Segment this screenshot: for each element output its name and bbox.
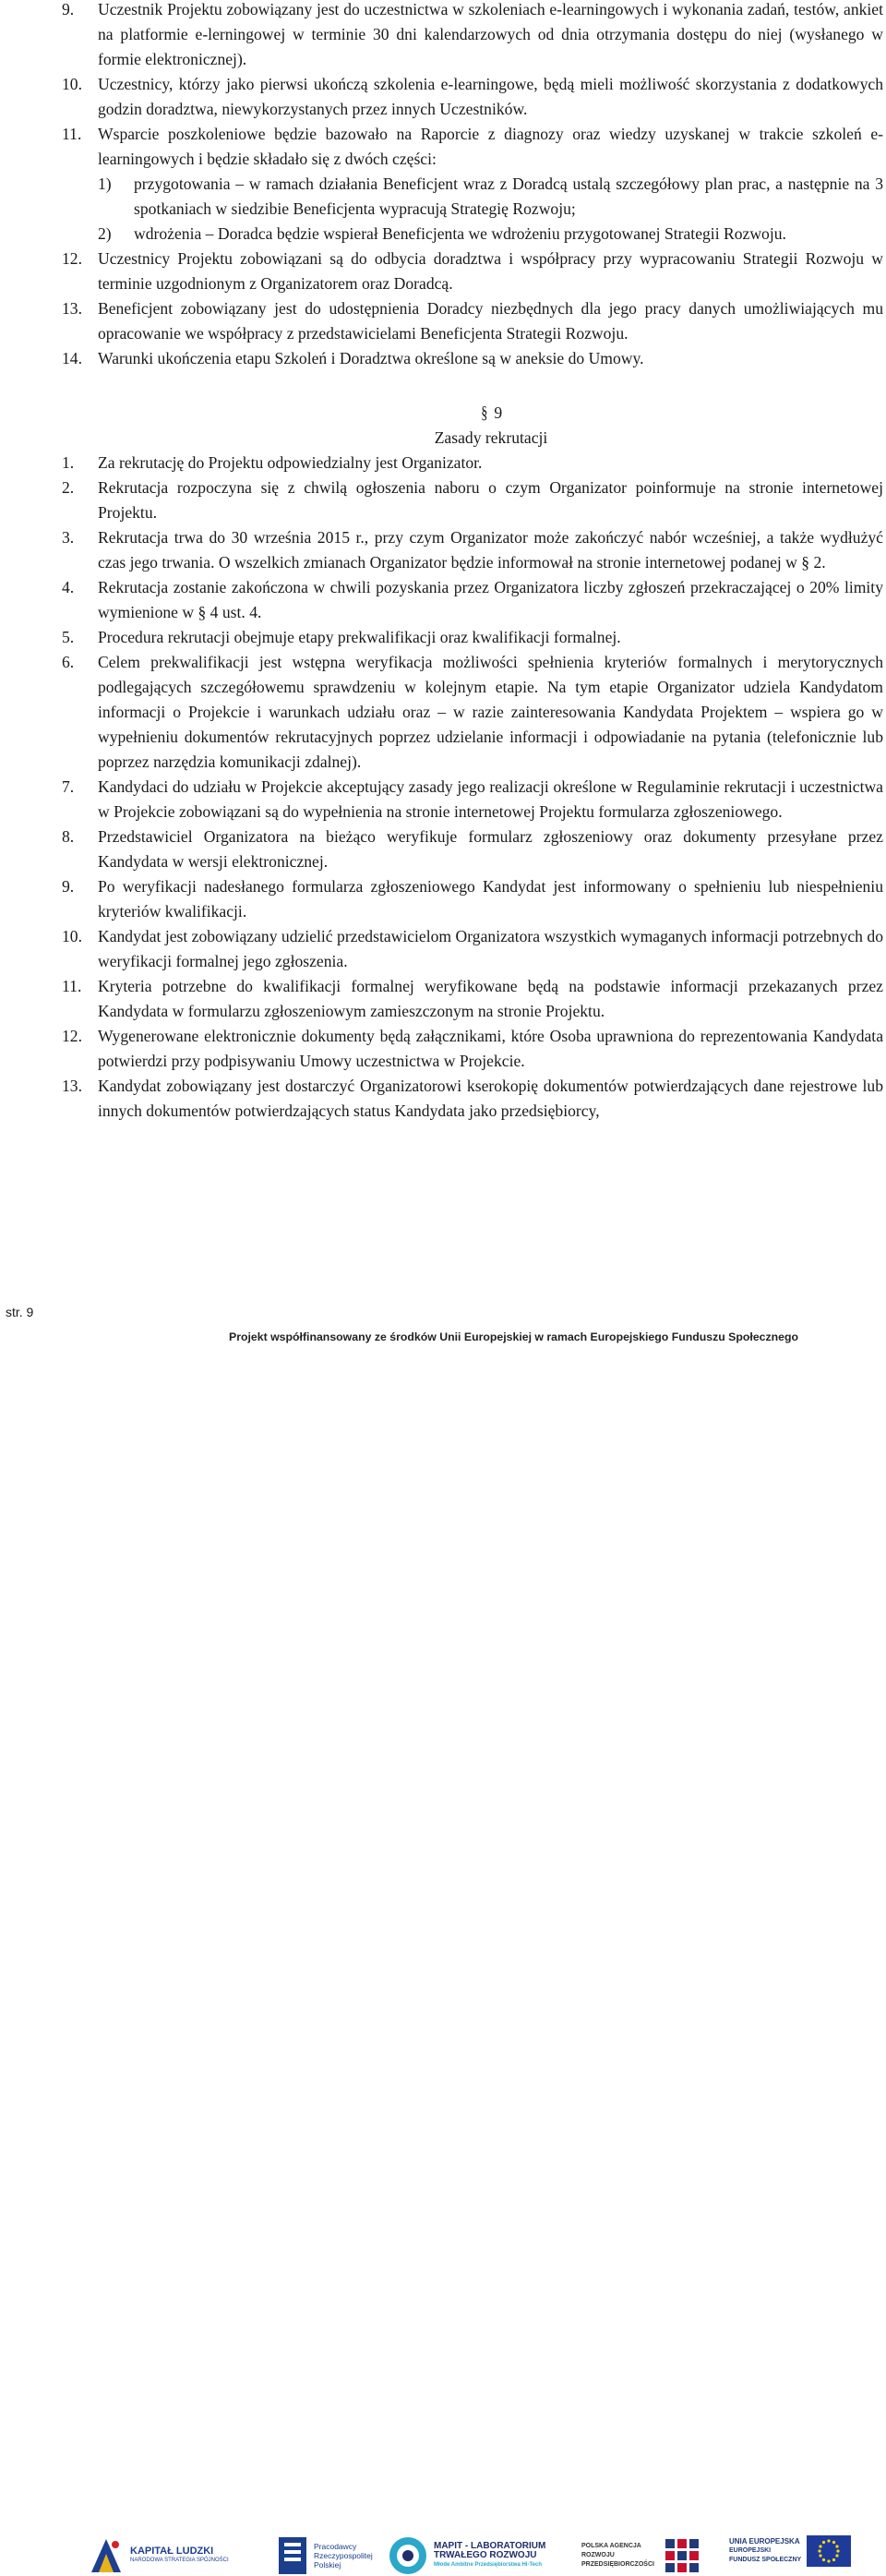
list-item bbox=[62, 1024, 883, 1074]
list-item bbox=[62, 974, 883, 1024]
paragraph-symbol: § bbox=[481, 403, 488, 423]
page-number: str. 9 bbox=[6, 1305, 34, 1319]
sub-item-number: 2) bbox=[98, 224, 112, 243]
sub-list-item bbox=[62, 222, 883, 247]
list-item bbox=[62, 1074, 883, 1124]
list-item bbox=[62, 924, 883, 974]
item-text: Uczestnicy Projektu zobowiązani są do odbycia doradztwa i współpracy przy wypracowaniu Strategii Rozwoju w terminie uzgodnionym z Organizatorem oraz Doradcą. bbox=[98, 249, 883, 293]
parp-logo: POLSKA AGENCJA ROZWOJU PRZEDSIĘBIORCZOŚCI bbox=[581, 2535, 702, 2576]
item-number: 2. bbox=[62, 478, 75, 497]
item-text: Kandydat zobowiązany jest dostarczyć Organizatorowi kserokopię dokumentów potwierdzających dane rejestrowe lub innych dokumentów potwierdzających status Kandydata jako przedsiębiorcy, bbox=[98, 1077, 883, 1120]
list-item bbox=[62, 122, 883, 172]
eu-flag-icon bbox=[807, 2535, 851, 2567]
list-item bbox=[62, 451, 883, 475]
parp-icon bbox=[662, 2535, 702, 2576]
item-text: Za rekrutację do Projektu odpowiedzialny jest Organizator. bbox=[98, 453, 483, 472]
kapital-ludzki-logo: KAPITAŁ LUDZKI NARODOWA STRATEGIA SPÓJNOŚCI bbox=[88, 2535, 229, 2576]
item-text: Beneficjent zobowiązany jest do udostępnienia Doradcy niezbędnych dla jego pracy danych umożliwiających mu opracowanie we współpracy z przedstawicielami Beneficjenta Strategii Rozwoju. bbox=[98, 299, 883, 343]
item-text: Uczestnik Projektu zobowiązany jest do uczestnictwa w szkoleniach e-learningowych i wykonania zadań, testów, ankiet na platformie e-lerningowej w terminie 30 dni kalendarzowych od dnia otrzymania dostępu do niej (wysłanego w formie elektronicznej). bbox=[98, 0, 883, 68]
item-number: 13. bbox=[62, 1077, 82, 1095]
item-number: 5. bbox=[62, 628, 75, 646]
mapit-logo: MAPIT - LABORATORIUM TRWAŁEGO ROZWOJU Młode Ambitne Przedsiębiorstwa Hi-Tech bbox=[388, 2535, 545, 2576]
item-text: Kandydaci do udziału w Projekcie akceptujący zasady jego realizacji określone w Regulaminie rekrutacji i uczestnictwa w Projekcie zobowiązani są do wypełnienia na stronie internetowej Projektu formularza zgłoszeniowego. bbox=[98, 777, 883, 821]
sub-list-item bbox=[62, 172, 883, 222]
sub-item-text: przygotowania – w ramach działania Beneficjent wraz z Doradcą ustalą szczegółowy plan prac, a następnie na 3 spotkaniach w siedzibie Beneficjenta wypracują Strategię Rozwoju; bbox=[134, 175, 883, 218]
item-number: 9. bbox=[62, 0, 75, 18]
item-number: 11. bbox=[62, 977, 82, 995]
item-number: 10. bbox=[62, 75, 82, 93]
item-text: Procedura rekrutacji obejmuje etapy prekwalifikacji oraz kwalifikacji formalnej. bbox=[98, 628, 621, 646]
list-item bbox=[62, 874, 883, 924]
list-item bbox=[62, 0, 883, 72]
footer bbox=[0, 1263, 886, 2570]
item-number: 11. bbox=[62, 125, 82, 143]
list-item bbox=[62, 296, 883, 346]
item-number: 6. bbox=[62, 653, 75, 671]
mapit-icon bbox=[388, 2535, 428, 2576]
item-text: Wygenerowane elektronicznie dokumenty będą załącznikami, które Osoba uprawniona do reprezentowania Kandydata potwierdzi przy podpisywaniu Umowy uczestnictwa w Projekcie. bbox=[98, 1027, 883, 1070]
item-text: Celem prekwalifikacji jest wstępna weryfikacja możliwości spełnienia kryteriów formalnych i merytorycznych podlegających szczegółowemu sprawdzeniu w kolejnym etapie. Na tym etapie Organizator udziela Kandydatom informacji o Projekcie i warunkach udziału oraz – w razie zainteresowania Kandydata Projektem – wspiera go w wypełnieniu dokumentów rekrutacyjnych poprzez udzielanie informacji i odpowiadanie na pytania (telefonicznie lub poprzez narzędzia komunikacji zdalnej). bbox=[98, 653, 883, 771]
item-text: Kandydat jest zobowiązany udzielić przedstawicielom Organizatora wszystkich wymaganych informacji potrzebnych do weryfikacji formalnej jego zgłoszenia. bbox=[98, 927, 883, 970]
item-number: 3. bbox=[62, 528, 75, 547]
ue-efs-logo: UNIA EUROPEJSKA EUROPEJSKI FUNDUSZ SPOŁECZNY bbox=[729, 2535, 851, 2567]
section-title: Zasady rekrutacji bbox=[434, 428, 548, 447]
item-number: 7. bbox=[62, 777, 75, 796]
item-text: Rekrutacja trwa do 30 września 2015 r., przy czym Organizator może zakończyć nabór wcześniej, a także wydłużyć czas jego trwania. O wszelkich zmianach Organizator będzie informował na stronie internetowej podanej w § 2. bbox=[98, 528, 883, 572]
item-text: Kryteria potrzebne do kwalifikacji formalnej weryfikowane będą na podstawie informacji przekazanych przez Kandydata w formularzu zgłoszeniowym zamieszczonym na stronie Projektu. bbox=[98, 977, 883, 1020]
item-text: Przedstawiciel Organizatora na bieżąco weryfikuje formularz zgłoszeniowy oraz dokumenty przesyłane przez Kandydata w wersji elektronicznej. bbox=[98, 827, 883, 871]
item-number: 4. bbox=[62, 578, 75, 596]
pracodawcy-icon bbox=[277, 2535, 308, 2576]
item-text: Rekrutacja rozpoczyna się z chwilą ogłoszenia naboru o czym Organizator poinformuje na stronie internetowej Projektu. bbox=[98, 478, 883, 522]
kapital-ludzki-icon bbox=[88, 2535, 125, 2576]
list-item bbox=[62, 525, 883, 575]
list-item bbox=[62, 346, 883, 371]
item-text: Rekrutacja zostanie zakończona w chwili pozyskania przez Organizatora liczby zgłoszeń przekraczającej o 20% limity wymienione w § 4 ust. 4. bbox=[98, 578, 883, 621]
item-text: Wsparcie poszkoleniowe będzie bazowało na Raporcie z diagnozy oraz wiedzy uzyskanej w trakcie szkoleń e-learningowych i będzie składało się z dwóch części: bbox=[98, 125, 883, 168]
list-item bbox=[62, 575, 883, 625]
document-body bbox=[62, 0, 883, 1124]
item-number: 14. bbox=[62, 349, 82, 367]
section-number: § 9 bbox=[99, 401, 883, 426]
list-item bbox=[62, 650, 883, 775]
sub-item-number: 1) bbox=[98, 175, 112, 193]
list-item bbox=[62, 775, 883, 825]
item-number: 13. bbox=[62, 299, 82, 318]
section-list bbox=[62, 451, 883, 1124]
item-text: Uczestnicy, którzy jako pierwsi ukończą szkolenia e-learningowe, będą mieli możliwość skorzystania z dodatkowych godzin doradztwa, niewykorzystanych przez innych Uczestników. bbox=[98, 75, 883, 118]
item-number: 12. bbox=[62, 249, 82, 268]
list-item bbox=[62, 475, 883, 525]
item-number: 10. bbox=[62, 927, 82, 945]
sub-item-text: wdrożenia – Doradca będzie wspierał Beneficjenta we wdrożeniu przygotowanej Strategii Rozwoju. bbox=[134, 224, 786, 243]
item-text: Po weryfikacji nadesłanego formularza zgłoszeniowego Kandydat jest informowany o spełnieniu lub niespełnieniu kryteriów kwalifikacji. bbox=[98, 877, 883, 921]
list-item bbox=[62, 625, 883, 650]
list-item bbox=[62, 247, 883, 296]
footer-tagline: Projekt współfinansowany ze środków Unii Europejskiej w ramach Europejskiego Funduszu Społecznego bbox=[229, 1330, 799, 1343]
item-number: 1. bbox=[62, 453, 75, 472]
list-item bbox=[62, 72, 883, 122]
pracodawcy-logo: Pracodawcy Rzeczypospolitej Polskiej bbox=[277, 2535, 373, 2576]
item-number: 8. bbox=[62, 827, 75, 846]
list-item bbox=[62, 825, 883, 874]
item-number: 9. bbox=[62, 877, 75, 896]
item-number: 12. bbox=[62, 1027, 82, 1045]
item-text: Warunki ukończenia etapu Szkoleń i Doradztwa określone są w aneksie do Umowy. bbox=[98, 349, 644, 367]
